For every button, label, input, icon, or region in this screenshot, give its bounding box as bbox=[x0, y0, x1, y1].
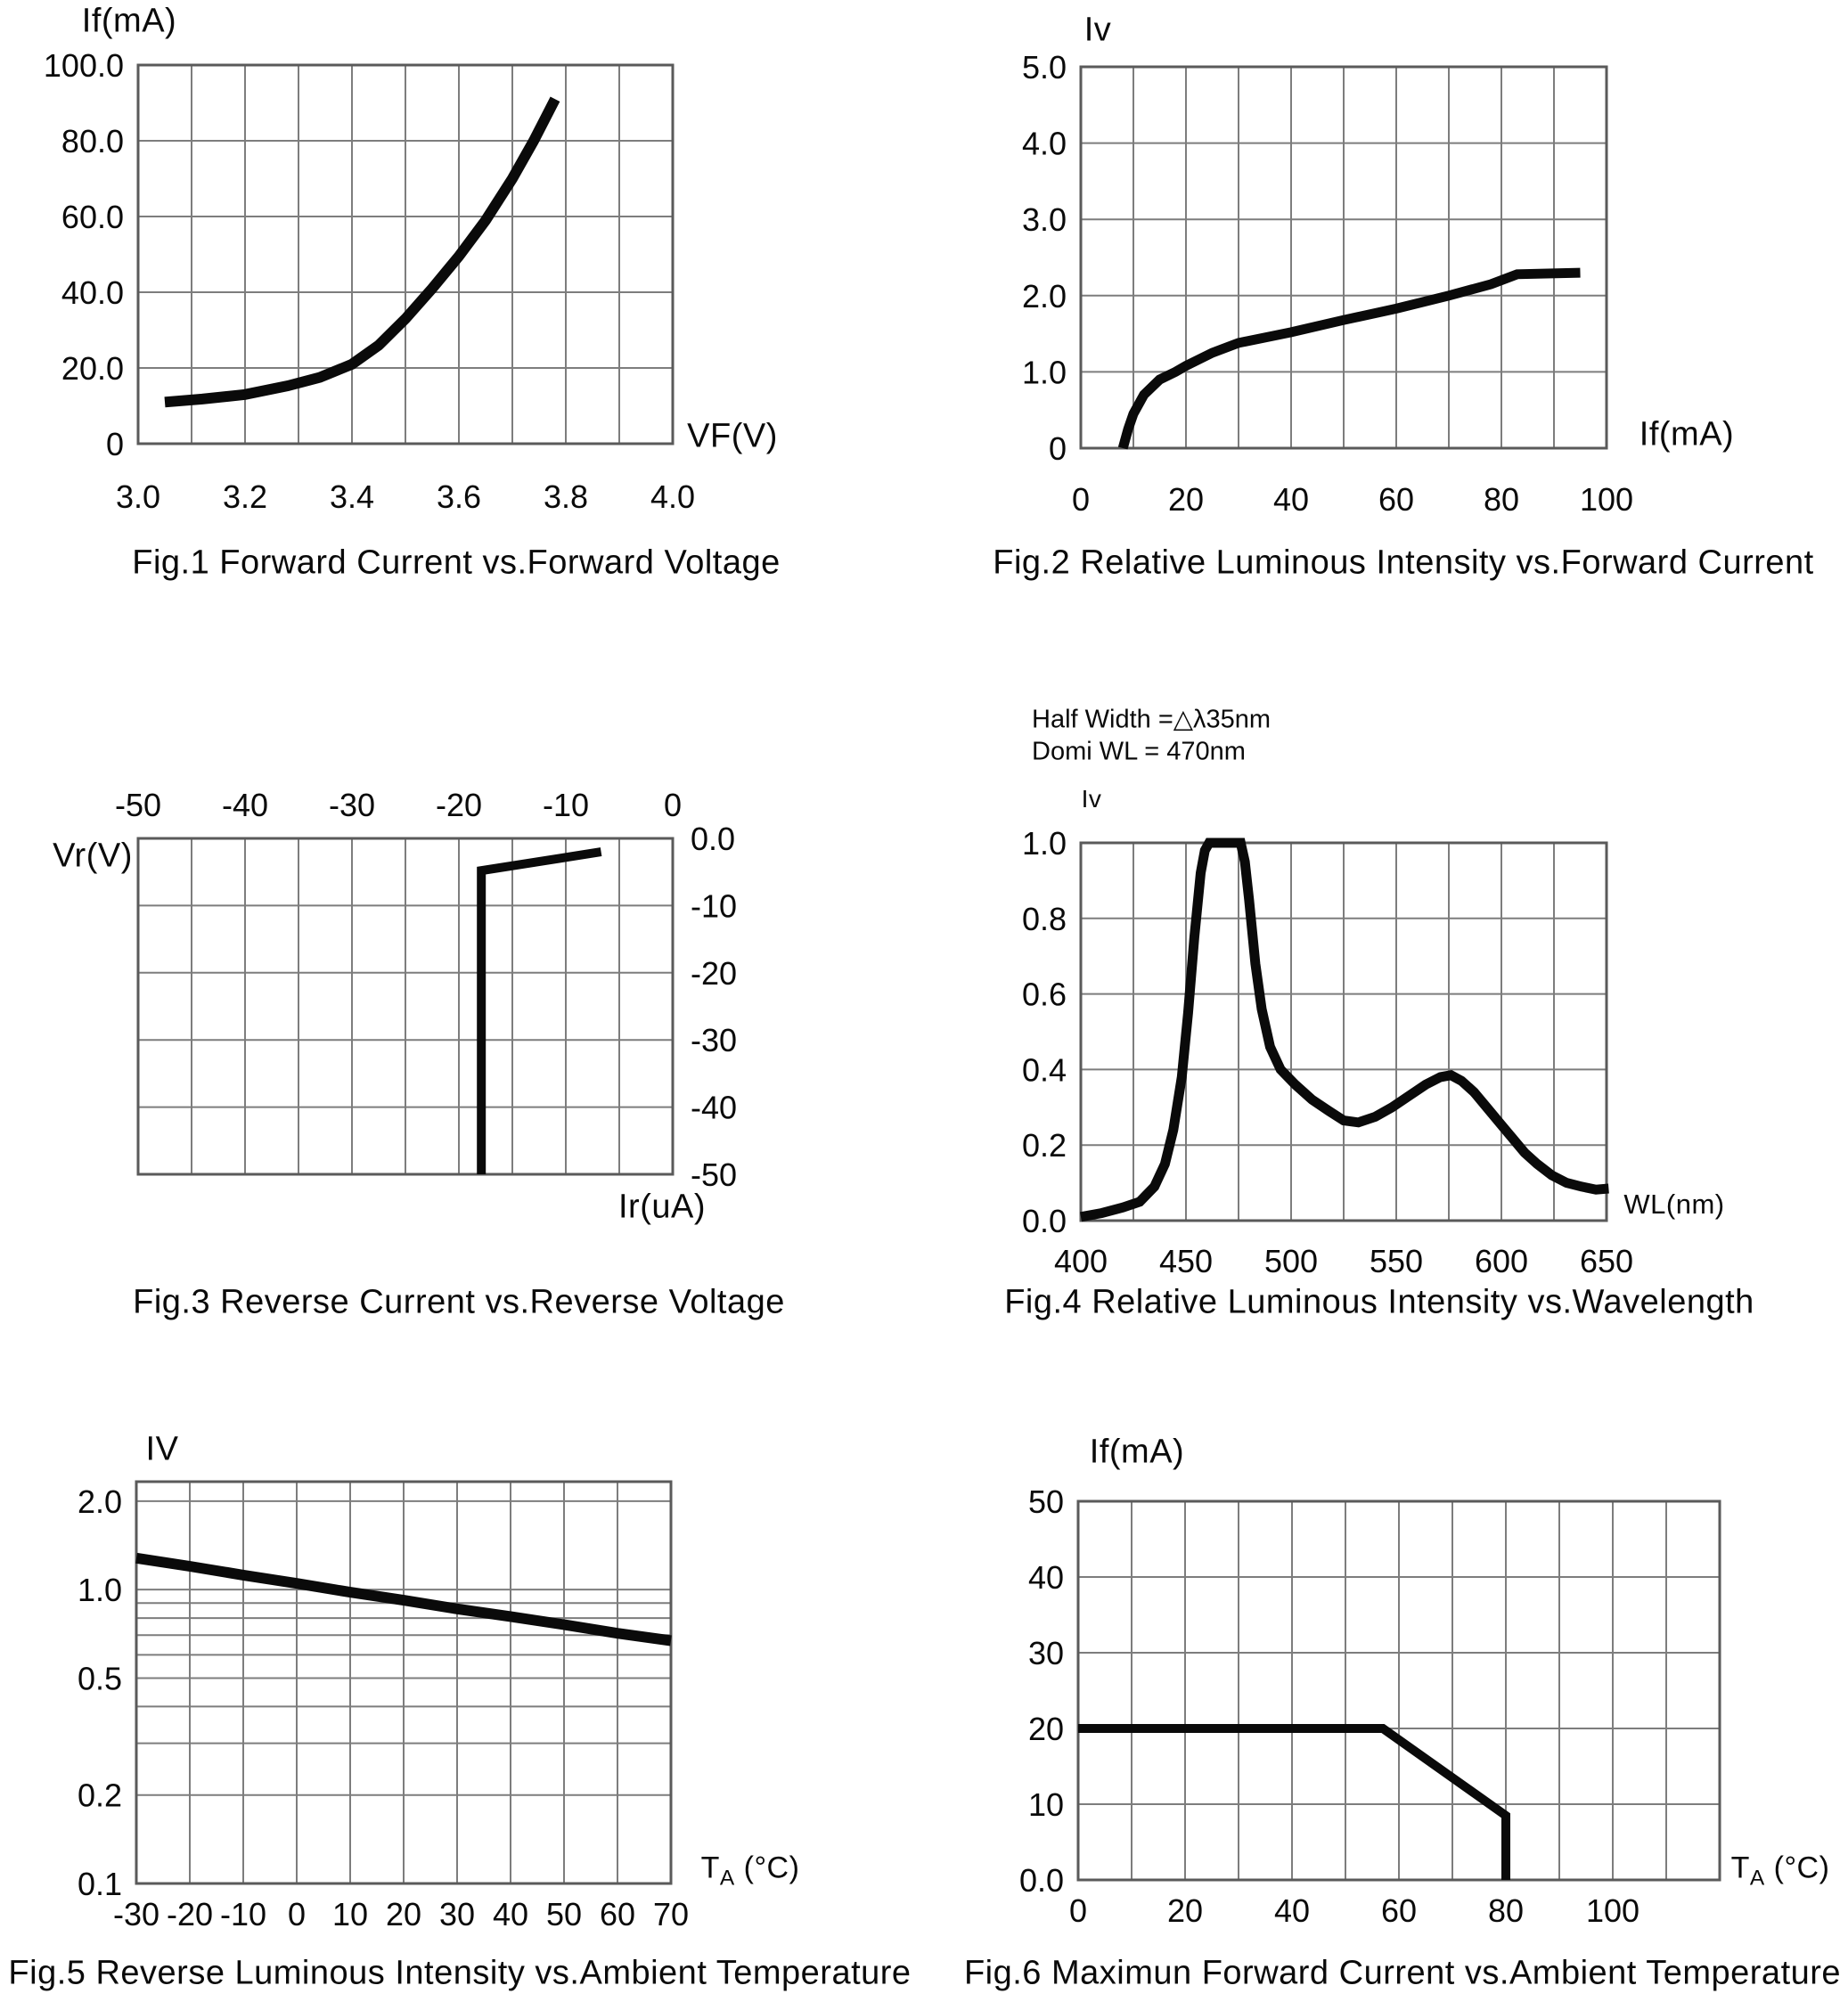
fig2-y-axis-title: Iv bbox=[1083, 11, 1112, 49]
y-tick-label: 2.0 bbox=[1021, 277, 1067, 315]
x-tick-label: 550 bbox=[1369, 1243, 1424, 1279]
y-tick-label: 1.0 bbox=[1021, 825, 1067, 862]
fig3-caption: Fig.3 Reverse Current vs.Reverse Voltage bbox=[133, 1283, 785, 1321]
fig4-dominant-wavelength-annotation: Domi WL = 470nm bbox=[1032, 737, 1246, 766]
fig4-caption: Fig.4 Relative Luminous Intensity vs.Wavelength bbox=[1004, 1283, 1754, 1321]
fig6-caption: Fig.6 Maximun Forward Current vs.Ambient Temperature bbox=[963, 1954, 1842, 1992]
x-tick-label: -30 bbox=[112, 1896, 160, 1932]
x-tick-label: 650 bbox=[1579, 1243, 1634, 1279]
series-line bbox=[1081, 843, 1608, 1217]
y-tick-label: 0.1 bbox=[77, 1866, 122, 1902]
y-tick-label: 20.0 bbox=[61, 350, 124, 387]
y-tick-label: 80.0 bbox=[61, 123, 124, 159]
y-tick-label: 0.4 bbox=[1021, 1051, 1067, 1089]
x-tick-label: 80 bbox=[1487, 1892, 1525, 1929]
x-tick-label: 20 bbox=[385, 1896, 422, 1932]
x-tick-label: 450 bbox=[1158, 1243, 1214, 1279]
x-tick-label: 60 bbox=[1378, 481, 1415, 518]
x-tick-label: 3.8 bbox=[543, 478, 589, 515]
x-tick-label: -40 bbox=[221, 787, 269, 823]
x-tick-label: 40 bbox=[1273, 1892, 1311, 1929]
x-tick-label: 3.6 bbox=[436, 478, 482, 515]
x-tick-label: 80 bbox=[1483, 481, 1520, 518]
y-tick-label: 10 bbox=[1027, 1786, 1064, 1823]
fig5-caption: Fig.5 Reverse Luminous Intensity vs.Ambient Temperature bbox=[8, 1954, 912, 1992]
x-tick-label: 3.2 bbox=[222, 478, 268, 515]
x-tick-label: 50 bbox=[545, 1896, 583, 1932]
y-tick-label: 40 bbox=[1027, 1559, 1064, 1596]
y-tick-label: 60.0 bbox=[61, 199, 124, 235]
x-tick-label: 0 bbox=[1071, 481, 1091, 518]
y-tick-label: 20 bbox=[1027, 1711, 1064, 1747]
y-tick-label: 1.0 bbox=[1021, 354, 1067, 391]
y-tick-label: 40.0 bbox=[61, 274, 124, 311]
y-tick-label: 4.0 bbox=[1021, 125, 1067, 162]
x-tick-label: 0 bbox=[1068, 1892, 1088, 1929]
series-line bbox=[1123, 273, 1580, 448]
fig1-caption: Fig.1 Forward Current vs.Forward Voltage bbox=[132, 543, 781, 582]
x-tick-label: -50 bbox=[114, 787, 162, 823]
series-line bbox=[165, 99, 555, 402]
x-tick-label: 500 bbox=[1263, 1243, 1319, 1279]
y-tick-label: 5.0 bbox=[1021, 49, 1067, 86]
x-tick-label: -10 bbox=[542, 787, 590, 823]
fig2-caption: Fig.2 Relative Luminous Intensity vs.Forward Current bbox=[993, 543, 1814, 582]
fig3-x-axis-title: Ir(uA) bbox=[618, 1188, 706, 1226]
x-tick-label: 30 bbox=[438, 1896, 476, 1932]
x-tick-label: 0 bbox=[287, 1896, 307, 1932]
y-tick-label: 0.2 bbox=[77, 1777, 122, 1814]
y-tick-label: 2.0 bbox=[77, 1483, 122, 1520]
x-tick-label: 60 bbox=[1380, 1892, 1418, 1929]
fig6-x-axis-title: $T_A$ (°C) bbox=[1730, 1851, 1830, 1891]
y-tick-label: 0.2 bbox=[1021, 1127, 1067, 1164]
x-tick-label: -20 bbox=[435, 787, 483, 823]
y-tick-label: -20 bbox=[691, 954, 738, 992]
x-tick-label: 600 bbox=[1474, 1243, 1529, 1279]
x-tick-label: 400 bbox=[1053, 1243, 1108, 1279]
y-tick-label: 3.0 bbox=[1021, 201, 1067, 239]
y-tick-label: 100.0 bbox=[43, 47, 124, 84]
y-tick-label: 0.5 bbox=[77, 1660, 122, 1697]
fig4-halfwidth-annotation: Half Width =△λ35nm bbox=[1032, 705, 1272, 734]
y-tick-label: 0.0 bbox=[1021, 1203, 1067, 1239]
x-tick-label: 20 bbox=[1167, 481, 1205, 518]
fig1-x-axis-title: VF(V) bbox=[687, 417, 778, 455]
y-tick-label: -10 bbox=[691, 887, 738, 925]
y-tick-label: 0.6 bbox=[1021, 976, 1067, 1013]
x-tick-label: 60 bbox=[599, 1896, 636, 1932]
x-tick-label: -20 bbox=[166, 1896, 214, 1932]
fig5-y-axis-title: IV bbox=[145, 1430, 179, 1468]
x-tick-label: 0 bbox=[663, 787, 683, 823]
fig2-x-axis-title: If(mA) bbox=[1639, 415, 1735, 453]
y-tick-label: 0.0 bbox=[1018, 1862, 1064, 1899]
x-tick-label: 3.4 bbox=[329, 478, 375, 515]
x-tick-label: -10 bbox=[219, 1896, 267, 1932]
x-tick-label: 100 bbox=[1579, 481, 1634, 518]
series-line bbox=[481, 852, 601, 1174]
y-tick-label: 50 bbox=[1027, 1483, 1064, 1520]
x-tick-label: 20 bbox=[1166, 1892, 1204, 1929]
x-tick-label: 3.0 bbox=[115, 478, 161, 515]
y-tick-label: 0 bbox=[1048, 430, 1067, 467]
fig6-y-axis-title: If(mA) bbox=[1089, 1433, 1185, 1471]
x-tick-label: 40 bbox=[1272, 481, 1310, 518]
y-tick-label: 0.0 bbox=[691, 821, 736, 857]
y-tick-label: -30 bbox=[691, 1022, 738, 1059]
y-tick-label: 0 bbox=[105, 426, 124, 462]
x-tick-label: 100 bbox=[1585, 1892, 1640, 1929]
y-tick-label: 1.0 bbox=[77, 1572, 122, 1609]
x-tick-label: 70 bbox=[652, 1896, 690, 1932]
fig3-y-axis-title: Vr(V) bbox=[53, 837, 133, 875]
y-tick-label: 0.8 bbox=[1021, 900, 1067, 937]
x-tick-label: 4.0 bbox=[650, 478, 696, 515]
x-tick-label: 40 bbox=[492, 1896, 529, 1932]
fig1-y-axis-title: If(mA) bbox=[81, 2, 177, 40]
fig5-x-axis-title: $T_A$ (°C) bbox=[700, 1851, 800, 1891]
x-tick-label: 10 bbox=[331, 1896, 369, 1932]
y-tick-label: 30 bbox=[1027, 1635, 1064, 1671]
x-tick-label: -30 bbox=[328, 787, 376, 823]
fig4-x-axis-title: WL(nm) bbox=[1623, 1189, 1725, 1220]
fig4-y-axis-title: Iv bbox=[1081, 785, 1102, 813]
y-tick-label: -50 bbox=[691, 1156, 738, 1193]
y-tick-label: -40 bbox=[691, 1089, 738, 1126]
